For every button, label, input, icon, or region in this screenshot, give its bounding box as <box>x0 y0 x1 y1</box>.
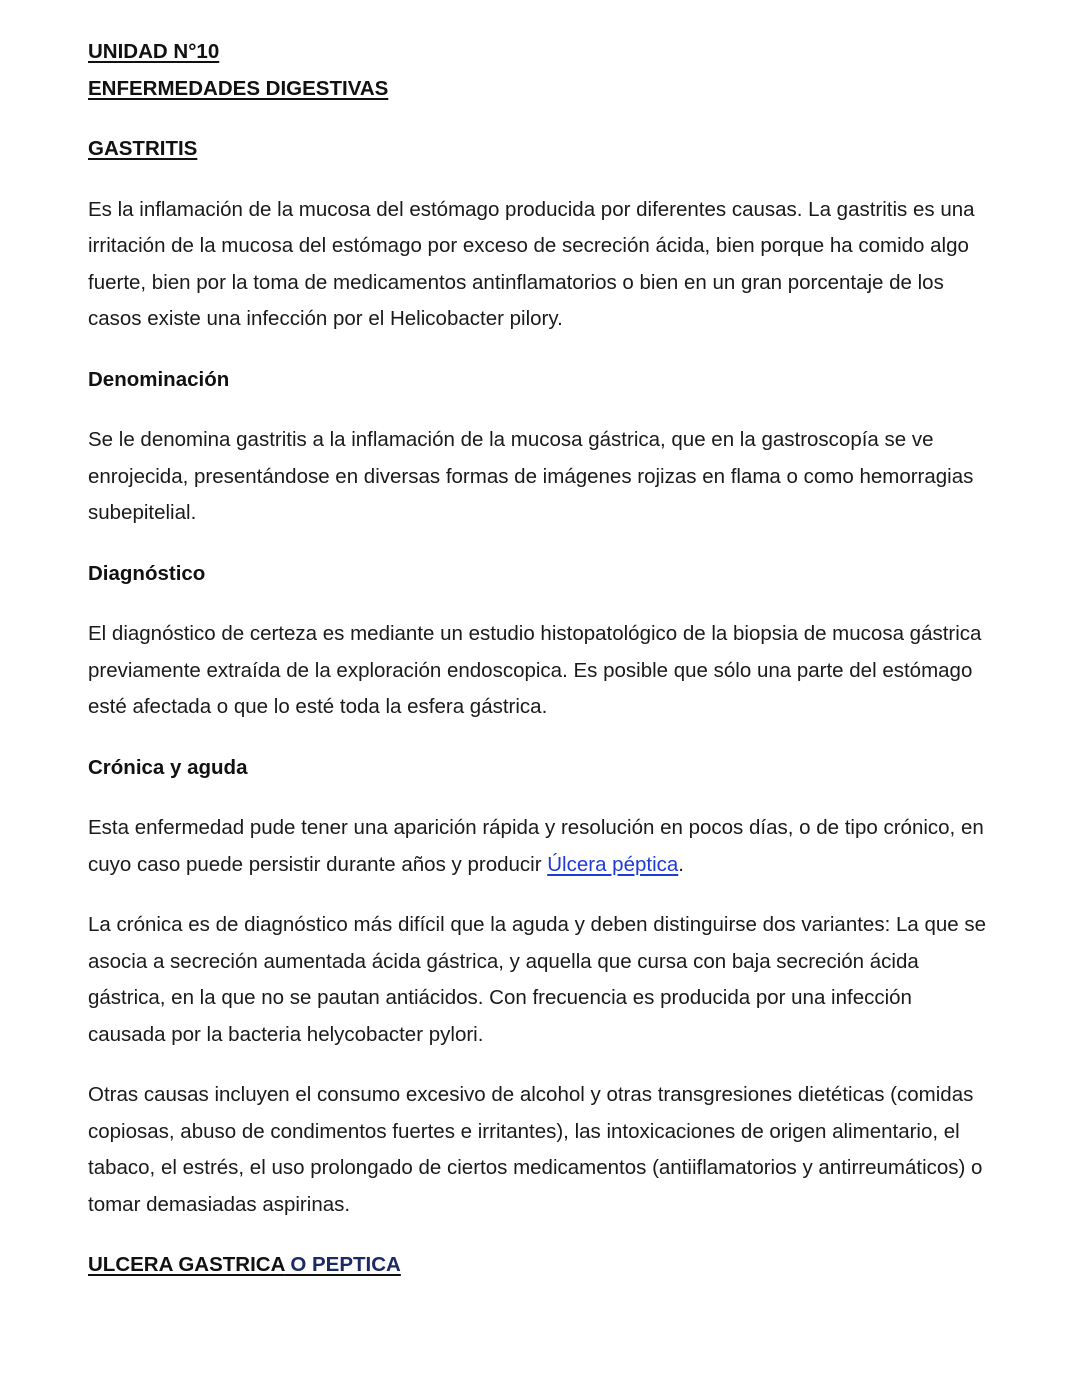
cronica-paragraph-1 <box>88 810 993 883</box>
topic-title: ENFERMEDADES DIGESTIVAS <box>88 76 389 100</box>
unit-title: UNIDAD N°10 <box>88 40 220 63</box>
document-page <box>88 34 993 1284</box>
ulcera-peptica-link[interactable]: Úlcera péptica <box>547 852 679 876</box>
cronica-paragraph-2: La crónica es de diagnóstico más difícil que la aguda y deben distinguirse dos variantes: La que se asocia a secreción aumentada ácida gástrica, y aquella que cursa con baja secreción ácida gástrica, en la que no se pautan antiácidos. Con frecuencia es producida por una infección causada por la bacteria helycobacter pylori. <box>88 913 987 1046</box>
ulcera-heading <box>88 1247 993 1284</box>
denominacion-text: Se le denomina gastritis a la inflamación de la mucosa gástrica, que en la gastroscopía se ve enrojecida, presentándose en diversas formas de imágenes rojizas en flama o como hemorragias subepitelial. <box>88 428 974 524</box>
diagnostico-heading: Diagnóstico <box>88 561 206 585</box>
ulcera-heading-part2: O PEPTICA <box>284 1253 401 1276</box>
cronica-heading: Crónica y aguda <box>88 755 248 779</box>
cronica-paragraph-3: Otras causas incluyen el consumo excesivo de alcohol y otras transgresiones dietéticas (comidas copiosas, abuso de condimentos fuertes e irritantes), las intoxicaciones de origen alimentario, el tabaco, el estrés, el uso prolongado de ciertos medicamentos (antiiflamatorios y antirreumáticos) o tomar demasiadas aspirinas. <box>88 1083 983 1216</box>
denominacion-heading: Denominación <box>88 367 230 391</box>
cronica-text-before-link: Esta enfermedad pude tener una aparición rápida y resolución en pocos días, o de tipo crónico, en cuyo caso puede persistir durante años y producir <box>88 816 984 876</box>
cronica-text-after-link: . <box>678 852 684 876</box>
gastritis-intro: Es la inflamación de la mucosa del estómago producida por diferentes causas. La gastritis es una irritación de la mucosa del estómago por exceso de secreción ácida, bien porque ha comido algo fuerte, bien por la toma de medicamentos antinflamatorios o bien en un gran porcentaje de los casos existe una infección por el Helicobacter pilory. <box>88 197 975 330</box>
diagnostico-text: El diagnóstico de certeza es mediante un estudio histopatológico de la biopsia de mucosa gástrica previamente extraída de la exploración endoscopica. Es posible que sólo una parte del estómago esté afectada o que lo esté toda la esfera gástrica. <box>88 622 982 718</box>
gastritis-heading: GASTRITIS <box>88 137 198 160</box>
ulcera-heading-part1: ULCERA GASTRICA <box>88 1253 285 1276</box>
